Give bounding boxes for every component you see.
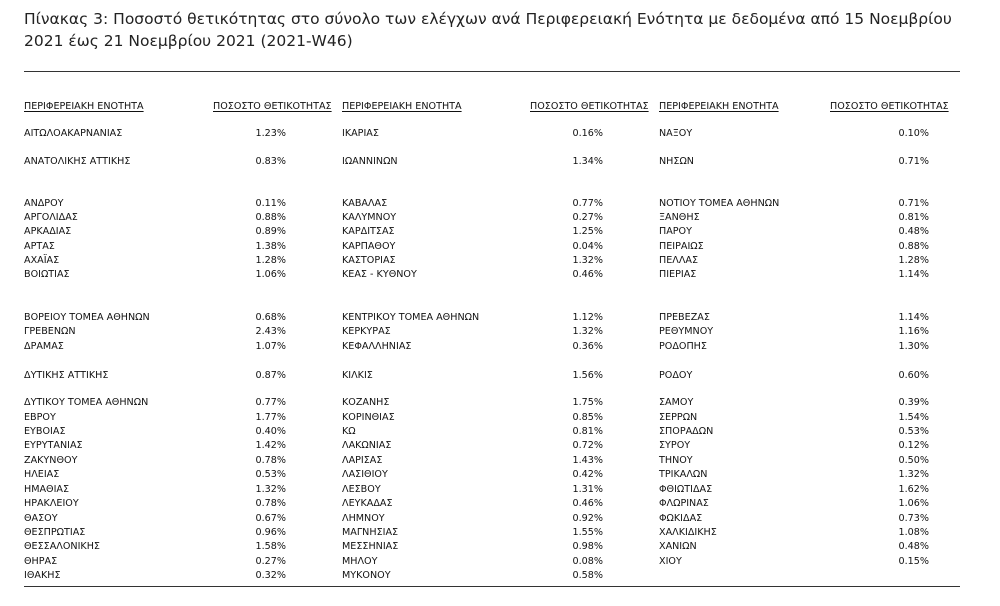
positivity-rate: 0.98% [572, 541, 603, 552]
positivity-rate: 1.62% [898, 484, 929, 495]
region-name: ΣΠΟΡΑΔΩΝ [659, 426, 714, 437]
region-name: ΕΥΒΟΙΑΣ [24, 426, 66, 437]
region-name: ΙΩΑΝΝΙΝΩΝ [342, 156, 398, 167]
positivity-rate: 0.16% [572, 128, 603, 139]
region-name: ΚΕΡΚΥΡΑΣ [342, 326, 391, 337]
region-name: ΝΟΤΙΟΥ ΤΟΜΕΑ ΑΘΗΝΩΝ [659, 198, 780, 209]
region-name: ΖΑΚΥΝΘΟΥ [24, 455, 78, 466]
positivity-rate: 0.50% [898, 455, 929, 466]
region-name: ΡΕΘΥΜΝΟΥ [659, 326, 714, 337]
positivity-rate: 0.42% [572, 469, 603, 480]
positivity-rate: 1.32% [572, 255, 603, 266]
region-name: ΔΥΤΙΚΗΣ ΑΤΤΙΚΗΣ [24, 370, 109, 381]
region-name: ΝΗΣΩΝ [659, 156, 694, 167]
positivity-rate: 0.32% [255, 570, 286, 581]
positivity-rate: 1.06% [255, 269, 286, 280]
positivity-rate: 0.36% [572, 341, 603, 352]
header-rate-2: ΠΟΣΟΣΤΟ ΘΕΤΙΚΟΤΗΤΑΣ [530, 101, 649, 112]
region-name: ΜΑΓΝΗΣΙΑΣ [342, 527, 399, 538]
positivity-rate: 1.23% [255, 128, 286, 139]
region-name: ΝΑΞΟΥ [659, 128, 693, 139]
positivity-rate: 1.32% [898, 469, 929, 480]
region-name: ΕΒΡΟΥ [24, 412, 56, 423]
positivity-rate: 0.53% [898, 426, 929, 437]
positivity-rate: 1.14% [898, 312, 929, 323]
positivity-rate: 1.28% [255, 255, 286, 266]
positivity-rate: 0.27% [255, 556, 286, 567]
region-name: ΑΝΑΤΟΛΙΚΗΣ ΑΤΤΙΚΗΣ [24, 156, 131, 167]
region-name: ΠΕΙΡΑΙΩΣ [659, 241, 704, 252]
positivity-rate: 0.89% [255, 226, 286, 237]
positivity-rate: 0.46% [572, 269, 603, 280]
region-name: ΗΛΕΙΑΣ [24, 469, 60, 480]
region-name: ΚΟΖΑΝΗΣ [342, 397, 390, 408]
region-name: ΤΡΙΚΑΛΩΝ [659, 469, 708, 480]
region-name: ΙΚΑΡΙΑΣ [342, 128, 379, 139]
header-rate-1: ΠΟΣΟΣΤΟ ΘΕΤΙΚΟΤΗΤΑΣ [213, 101, 332, 112]
positivity-rate: 0.73% [898, 513, 929, 524]
top-rule [24, 71, 960, 72]
positivity-rate: 0.83% [255, 156, 286, 167]
region-name: ΚΕΝΤΡΙΚΟΥ ΤΟΜΕΑ ΑΘΗΝΩΝ [342, 312, 480, 323]
header-region-2: ΠΕΡΙΦΕΡΕΙΑΚΗ ΕΝΟΤΗΤΑ [342, 101, 462, 112]
region-name: ΘΕΣΣΑΛΟΝΙΚΗΣ [24, 541, 100, 552]
region-name: ΒΟΙΩΤΙΑΣ [24, 269, 70, 280]
positivity-rate: 0.78% [255, 498, 286, 509]
region-name: ΣΑΜΟΥ [659, 397, 694, 408]
positivity-rate: 0.96% [255, 527, 286, 538]
positivity-rate: 1.34% [572, 156, 603, 167]
positivity-rate: 1.08% [898, 527, 929, 538]
region-name: ΜΕΣΣΗΝΙΑΣ [342, 541, 399, 552]
positivity-rate: 0.11% [255, 198, 286, 209]
region-name: ΦΘΙΩΤΙΔΑΣ [659, 484, 713, 495]
region-name: ΚΑΒΑΛΑΣ [342, 198, 388, 209]
region-name: ΘΑΣΟΥ [24, 513, 58, 524]
positivity-rate: 0.92% [572, 513, 603, 524]
region-name: ΧΙΟΥ [659, 556, 682, 567]
region-name: ΔΡΑΜΑΣ [24, 341, 64, 352]
positivity-rate: 0.81% [572, 426, 603, 437]
region-name: ΣΥΡΟΥ [659, 440, 691, 451]
region-name: ΑΝΔΡΟΥ [24, 198, 64, 209]
region-name: ΚΟΡΙΝΘΙΑΣ [342, 412, 395, 423]
region-name: ΦΛΩΡΙΝΑΣ [659, 498, 709, 509]
region-name: ΒΟΡΕΙΟΥ ΤΟΜΕΑ ΑΘΗΝΩΝ [24, 312, 150, 323]
positivity-rate: 1.38% [255, 241, 286, 252]
positivity-rate: 1.25% [572, 226, 603, 237]
positivity-rate: 0.27% [572, 212, 603, 223]
region-name: ΑΡΓΟΛΙΔΑΣ [24, 212, 78, 223]
positivity-rate: 1.42% [255, 440, 286, 451]
region-name: ΑΙΤΩΛΟΑΚΑΡΝΑΝΙΑΣ [24, 128, 123, 139]
region-name: ΜΥΚΟΝΟΥ [342, 570, 391, 581]
positivity-rate: 0.12% [898, 440, 929, 451]
region-name: ΛΑΡΙΣΑΣ [342, 455, 383, 466]
region-name: ΚΑΛΥΜΝΟΥ [342, 212, 397, 223]
region-name: ΠΕΛΛΑΣ [659, 255, 699, 266]
positivity-rate: 0.15% [898, 556, 929, 567]
positivity-rate: 0.40% [255, 426, 286, 437]
positivity-rate: 0.88% [898, 241, 929, 252]
positivity-rate: 0.85% [572, 412, 603, 423]
positivity-rate: 0.58% [572, 570, 603, 581]
positivity-rate: 0.04% [572, 241, 603, 252]
region-name: ΠΡΕΒΕΖΑΣ [659, 312, 710, 323]
positivity-rate: 0.88% [255, 212, 286, 223]
region-name: ΣΕΡΡΩΝ [659, 412, 698, 423]
positivity-rate: 0.60% [898, 370, 929, 381]
region-name: ΗΜΑΘΙΑΣ [24, 484, 70, 495]
positivity-rate: 1.07% [255, 341, 286, 352]
region-name: ΚΑΣΤΟΡΙΑΣ [342, 255, 396, 266]
positivity-rate: 0.53% [255, 469, 286, 480]
region-name: ΡΟΔΟΠΗΣ [659, 341, 707, 352]
positivity-rate: 1.06% [898, 498, 929, 509]
positivity-rate: 0.39% [898, 397, 929, 408]
positivity-rate: 1.16% [898, 326, 929, 337]
region-name: ΚΑΡΔΙΤΣΑΣ [342, 226, 395, 237]
region-name: ΛΑΣΙΘΙΟΥ [342, 469, 388, 480]
positivity-rate: 1.55% [572, 527, 603, 538]
positivity-rate: 0.72% [572, 440, 603, 451]
region-name: ΤΗΝΟΥ [659, 455, 693, 466]
positivity-rate: 1.32% [255, 484, 286, 495]
region-name: ΔΥΤΙΚΟΥ ΤΟΜΕΑ ΑΘΗΝΩΝ [24, 397, 149, 408]
table-title: Πίνακας 3: Ποσοστό θετικότητας στο σύνολο των ελέγχων ανά Περιφερειακή Ενότητα με δεδομένα από 15 Νοεμβρίου 2021 έως 21 Νοεμβρίου 2021 (2021-W46) [24, 10, 952, 50]
region-name: ΡΟΔΟΥ [659, 370, 693, 381]
region-name: ΛΗΜΝΟΥ [342, 513, 385, 524]
region-name: ΘΕΣΠΡΩΤΙΑΣ [24, 527, 86, 538]
positivity-rate: 0.46% [572, 498, 603, 509]
region-name: ΕΥΡΥΤΑΝΙΑΣ [24, 440, 83, 451]
region-name: ΚΑΡΠΑΘΟΥ [342, 241, 396, 252]
region-name: ΘΗΡΑΣ [24, 556, 58, 567]
region-name: ΠΑΡΟΥ [659, 226, 692, 237]
positivity-rate: 1.12% [572, 312, 603, 323]
positivity-rate: 2.43% [255, 326, 286, 337]
region-name: ΦΩΚΙΔΑΣ [659, 513, 703, 524]
positivity-rate: 0.48% [898, 541, 929, 552]
positivity-rate: 1.28% [898, 255, 929, 266]
positivity-rate: 0.78% [255, 455, 286, 466]
positivity-rate: 1.54% [898, 412, 929, 423]
positivity-rate: 0.71% [898, 156, 929, 167]
region-name: ΠΙΕΡΙΑΣ [659, 269, 697, 280]
region-name: ΛΕΥΚΑΔΑΣ [342, 498, 393, 509]
positivity-rate: 0.77% [572, 198, 603, 209]
positivity-rate: 1.56% [572, 370, 603, 381]
positivity-rate: 0.10% [898, 128, 929, 139]
positivity-rate: 0.48% [898, 226, 929, 237]
bottom-rule [24, 586, 960, 587]
positivity-rate: 0.68% [255, 312, 286, 323]
positivity-rate: 1.75% [572, 397, 603, 408]
positivity-rate: 0.08% [572, 556, 603, 567]
positivity-rate: 1.30% [898, 341, 929, 352]
region-name: ΧΑΛΚΙΔΙΚΗΣ [659, 527, 717, 538]
positivity-rate: 1.43% [572, 455, 603, 466]
positivity-rate: 0.87% [255, 370, 286, 381]
positivity-rate: 0.77% [255, 397, 286, 408]
region-name: ΛΑΚΩΝΙΑΣ [342, 440, 392, 451]
positivity-rate: 1.58% [255, 541, 286, 552]
region-name: ΚΕΦΑΛΛΗΝΙΑΣ [342, 341, 412, 352]
positivity-rate: 1.14% [898, 269, 929, 280]
region-name: ΞΑΝΘΗΣ [659, 212, 700, 223]
region-name: ΜΗΛΟΥ [342, 556, 378, 567]
positivity-rate: 1.31% [572, 484, 603, 495]
positivity-rate: 0.81% [898, 212, 929, 223]
region-name: ΑΧΑΪΑΣ [24, 255, 60, 266]
header-region-3: ΠΕΡΙΦΕΡΕΙΑΚΗ ΕΝΟΤΗΤΑ [659, 101, 779, 112]
region-name: ΑΡΚΑΔΙΑΣ [24, 226, 72, 237]
positivity-rate: 0.67% [255, 513, 286, 524]
region-name: ΙΘΑΚΗΣ [24, 570, 61, 581]
region-name: ΚΕΑΣ - ΚΥΘΝΟΥ [342, 269, 417, 280]
region-name: ΓΡΕΒΕΝΩΝ [24, 326, 76, 337]
positivity-rate: 1.77% [255, 412, 286, 423]
region-name: ΧΑΝΙΩΝ [659, 541, 697, 552]
header-rate-3: ΠΟΣΟΣΤΟ ΘΕΤΙΚΟΤΗΤΑΣ [830, 101, 949, 112]
positivity-rate: 0.71% [898, 198, 929, 209]
region-name: ΛΕΣΒΟΥ [342, 484, 381, 495]
region-name: ΚΙΛΚΙΣ [342, 370, 373, 381]
positivity-rate: 1.32% [572, 326, 603, 337]
region-name: ΗΡΑΚΛΕΙΟΥ [24, 498, 79, 509]
header-region-1: ΠΕΡΙΦΕΡΕΙΑΚΗ ΕΝΟΤΗΤΑ [24, 101, 144, 112]
region-name: ΚΩ [342, 426, 356, 437]
region-name: ΑΡΤΑΣ [24, 241, 55, 252]
